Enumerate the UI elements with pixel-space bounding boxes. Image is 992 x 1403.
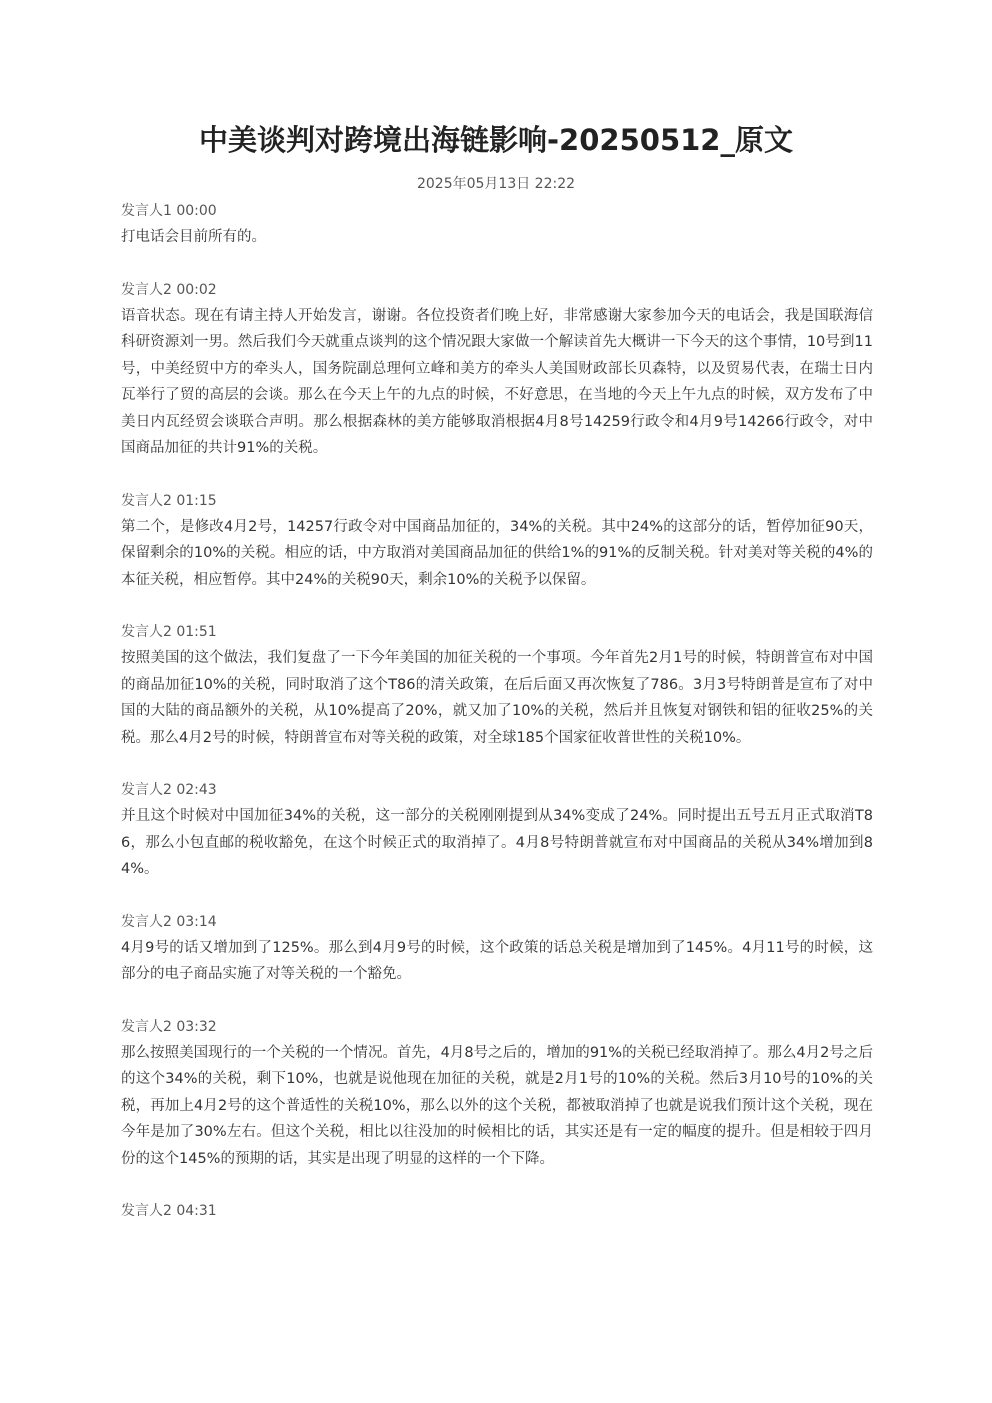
segment-text: 按照美国的这个做法，我们复盘了一下今年美国的加征关税的一个事项。今年首先2月1号的时候，特朗普宣布对中国的商品加征10%的关税，同时取消了这个T86的清关政策，在后后面又再次恢复了786。3月3号特朗普是宣布了对中国的大陆的商品额外的关税，从10%提高了20%，就又加了10%的关税，然后并且恢复对钢铁和铝的征收25%的关税。那么4月2号的时候，特朗普宣布对等关税的政策，对全球185个国家征收普世性的关税10%。 [121, 650, 873, 746]
speaker-timestamp: 发言人1 00:00 [121, 203, 217, 219]
speaker-timestamp: 发言人2 01:15 [121, 492, 217, 509]
transcript-segment [121, 909, 873, 988]
transcript-segment [121, 619, 873, 751]
segment-text: 第二个，是修改4月2号，14257行政令对中国商品加征的，34%的关税。其中24%的这部分的话，暂停加征90天，保留剩余的10%的关税。相应的话，中方取消对美国商品加征的供给1%的91%的反制关税。针对美对等关税的4%的本征关税，相应暂停。其中24%的关税90天，剩余10%的关税予以保留。 [121, 518, 873, 588]
segment-text: 4月9号的话又增加到了125%。那么到4月9号的时候，这个政策的话总关税是增加到了145%。4月11号的时候，这部分的电子商品实施了对等关税的一个豁免。 [121, 939, 873, 982]
transcript-segment [121, 1198, 873, 1224]
segment-text: 语音状态。现在有请主持人开始发言，谢谢。各位投资者们晚上好，非常感谢大家参加今天的电话会，我是国联海信科研资源刘一男。然后我们今天就重点谈判的这个情况跟大家做一个解读首先大概讲一下今天的这个事情，10号到11号，中美经贸中方的牵头人，国务院副总理何立峰和美方的牵头人美国财政部长贝森特，以及贸易代表，在瑞士日内瓦举行了贸的高层的会谈。那么在今天上午的九点的时候，不好意思，在当地的今天上午九点的时候，双方发布了中美日内瓦经贸会谈联合声明。那么根据森林的美方能够取消根据4月8号14259行政令和4月9号14266行政令，对中国商品加征的共计91%的关税。 [121, 307, 873, 456]
transcript-segment [121, 1014, 873, 1173]
speaker-timestamp: 发言人2 01:51 [121, 624, 217, 640]
segment-text: 并且这个时候对中国加征34%的关税，这一部分的关税刚刚提到从34%变成了24%。同时提出五号五月正式取消T86，那么小包直邮的税收豁免，在这个时候正式的取消掉了。4月8号特朗普就宣布对中国商品的关税从34%增加到84%。 [121, 808, 873, 877]
speaker-timestamp: 发言人2 02:43 [121, 782, 217, 798]
transcript-body [121, 198, 873, 1250]
transcript-segment [121, 777, 873, 883]
segment-text: 打电话会目前所有的。 [121, 229, 266, 245]
speaker-timestamp: 发言人2 00:02 [121, 281, 217, 298]
speaker-timestamp: 发言人2 03:14 [121, 913, 217, 930]
speaker-timestamp: 发言人2 03:32 [121, 1018, 217, 1035]
transcript-segment [121, 488, 873, 594]
document-date: 2025年05月13日 22:22 [416, 176, 576, 192]
segment-text: 那么按照美国现行的一个关税的一个情况。首先，4月8号之后的，增加的91%的关税已经取消掉了。那么4月2号之后的这个34%的关税，剩下10%，也就是说他现在加征的关税，就是2月1号的10%的关税。然后3月10号的10%的关税，再加上4月2号的这个普适性的关税10%，那么以外的这个关税，都被取消掉了也就是说我们预计这个关税，现在今年是加了30%左右。但这个关税，相比以往没加的时候相比的话，其实还是有一定的幅度的提升。但是相较于四月份的这个145%的预期的话，其实是出现了明显的这样的一个下降。 [121, 1044, 873, 1167]
transcript-segment [121, 277, 873, 462]
document-title: 中美谈判对跨境出海链影响-20250512_原文 [199, 123, 793, 157]
speaker-timestamp: 发言人2 04:31 [121, 1203, 217, 1219]
transcript-segment [121, 198, 873, 251]
